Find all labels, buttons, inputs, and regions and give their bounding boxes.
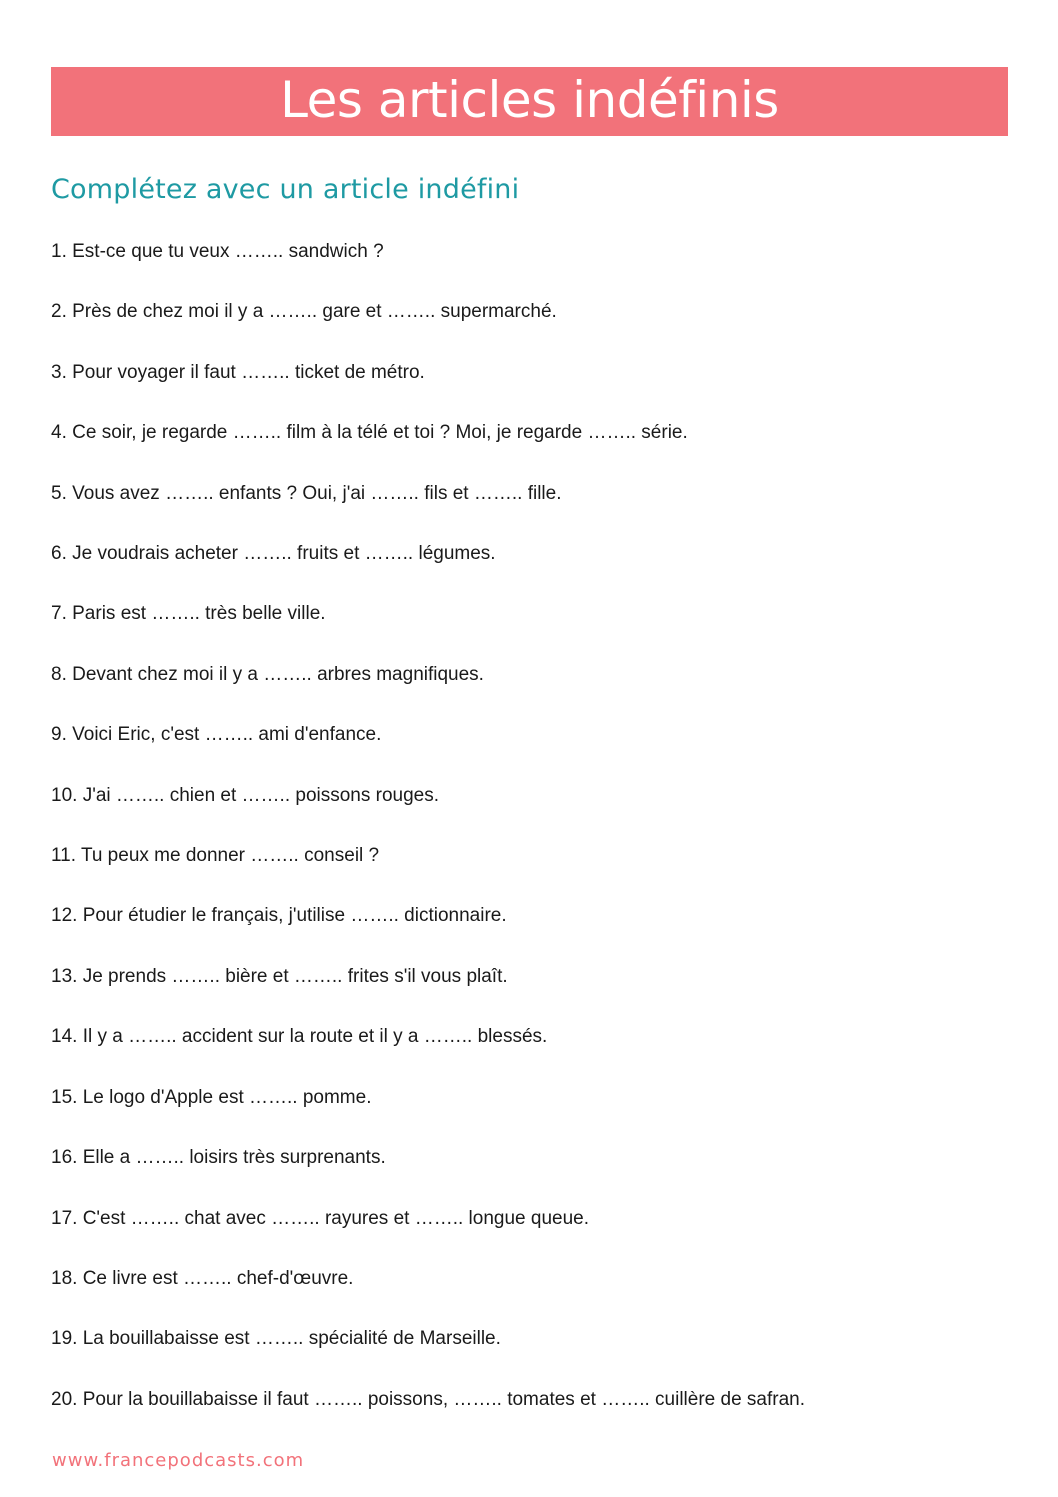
title-banner xyxy=(51,67,1008,136)
exercise-instruction: Complétez avec un article indéfini xyxy=(51,174,520,205)
exercise-item-12: 12. Pour étudier le français, j'utilise …….. dictionnaire. xyxy=(51,905,507,927)
exercise-list xyxy=(51,240,805,1448)
footer-website-link[interactable]: www.francepodcasts.com xyxy=(52,1450,305,1471)
exercise-item-19: 19. La bouillabaisse est …….. spécialité de Marseille. xyxy=(51,1328,501,1350)
exercise-item-10: 10. J'ai …….. chien et …….. poissons rouges. xyxy=(51,784,440,806)
exercise-item-7: 7. Paris est …….. très belle ville. xyxy=(51,603,326,625)
exercise-item-18: 18. Ce livre est …….. chef-d'œuvre. xyxy=(51,1267,354,1289)
exercise-item-15: 15. Le logo d'Apple est …….. pomme. xyxy=(51,1086,372,1108)
exercise-item-17: 17. C'est …….. chat avec …….. rayures et …….. longue queue. xyxy=(51,1207,589,1229)
exercise-item-2: 2. Près de chez moi il y a …….. gare et …….. supermarché. xyxy=(51,301,557,323)
exercise-item-11: 11. Tu peux me donner …….. conseil ? xyxy=(51,845,380,867)
exercise-item-6: 6. Je voudrais acheter …….. fruits et …….. légumes. xyxy=(51,543,496,565)
exercise-item-16: 16. Elle a …….. loisirs très surprenants. xyxy=(51,1147,386,1169)
exercise-item-5: 5. Vous avez …….. enfants ? Oui, j'ai …….. fils et …….. fille. xyxy=(51,482,562,504)
exercise-item-3: 3. Pour voyager il faut …….. ticket de métro. xyxy=(51,361,425,383)
page-title: Les articles indéfinis xyxy=(280,70,779,129)
exercise-item-13: 13. Je prends …….. bière et …….. frites s'il vous plaît. xyxy=(51,965,508,987)
exercise-item-14: 14. Il y a …….. accident sur la route et il y a …….. blessés. xyxy=(51,1026,548,1048)
exercise-item-8: 8. Devant chez moi il y a …….. arbres magnifiques. xyxy=(51,663,484,685)
exercise-item-9: 9. Voici Eric, c'est …….. ami d'enfance. xyxy=(51,724,382,746)
exercise-item-1: 1. Est-ce que tu veux …….. sandwich ? xyxy=(51,241,384,262)
exercise-item-4: 4. Ce soir, je regarde …….. film à la télé et toi ? Moi, je regarde …….. série. xyxy=(51,422,688,444)
exercise-item-20: 20. Pour la bouillabaisse il faut …….. poissons, …….. tomates et …….. cuillère de safran. xyxy=(51,1388,806,1410)
